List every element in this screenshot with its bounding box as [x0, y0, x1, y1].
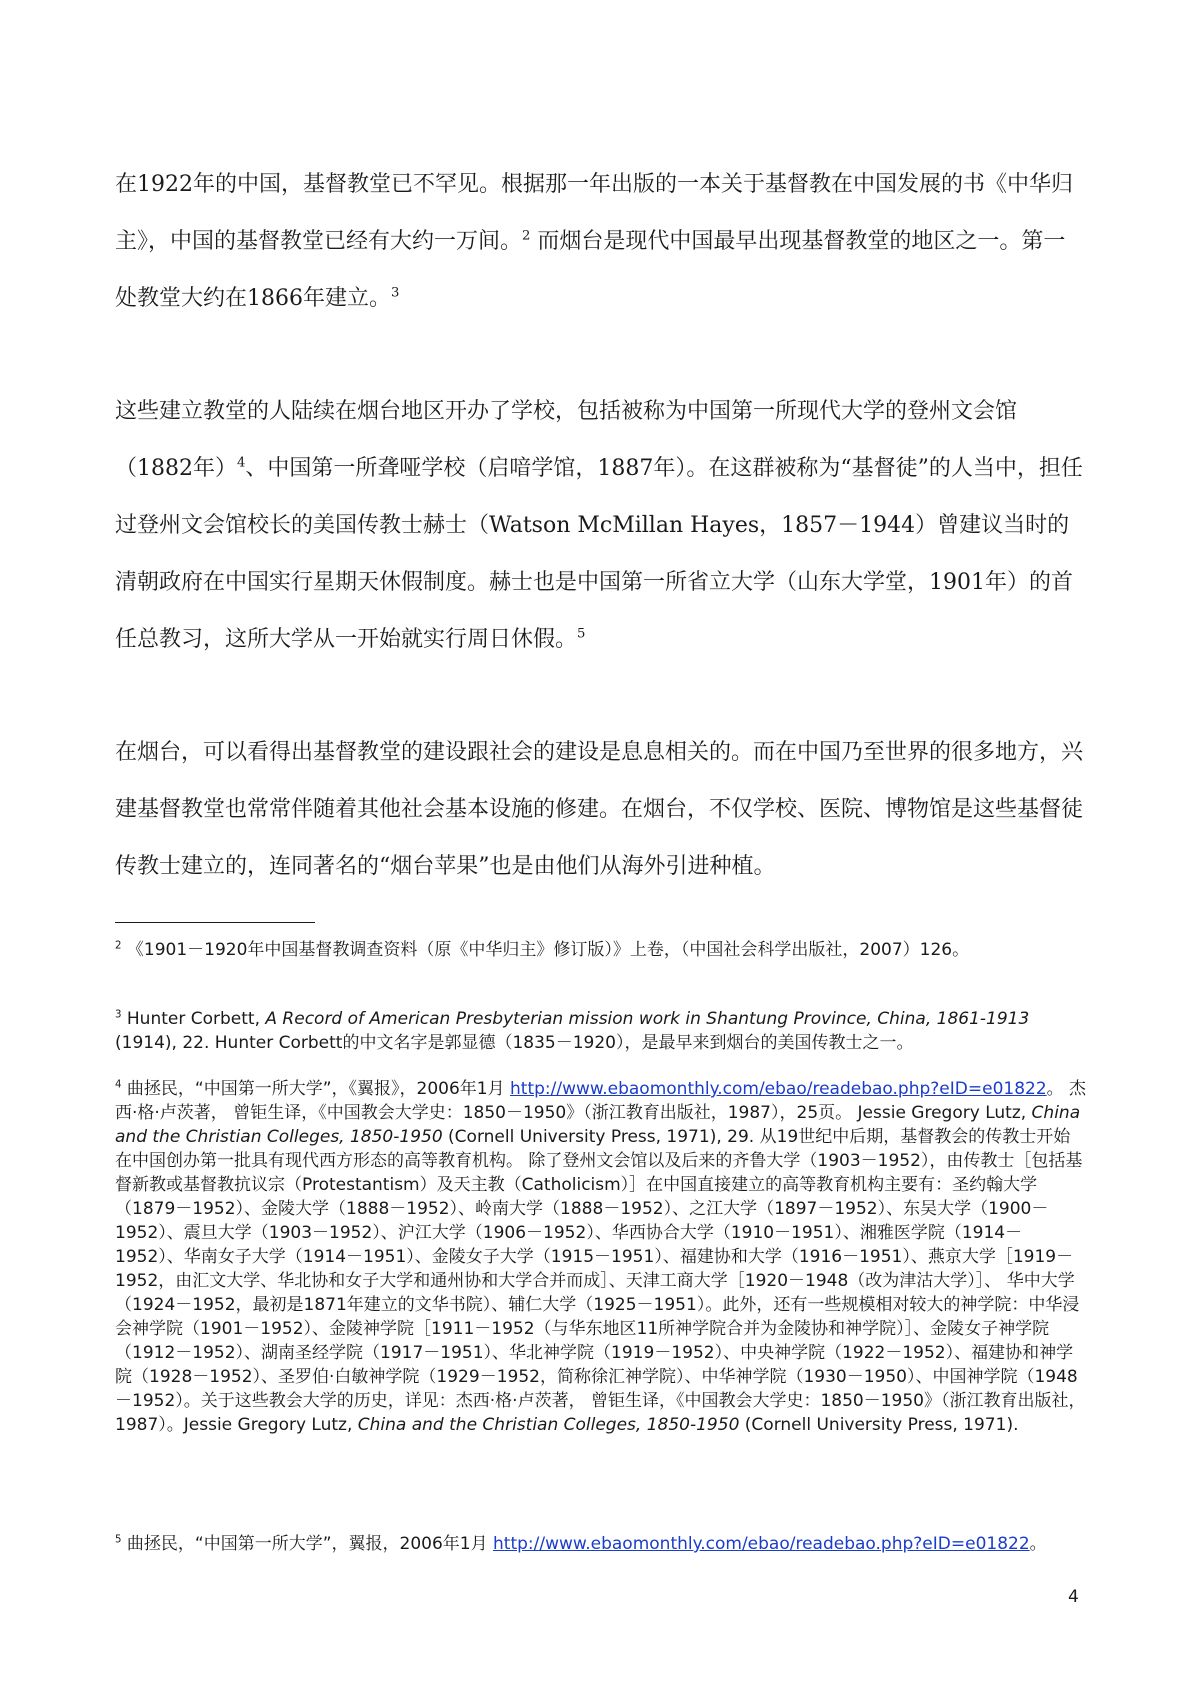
footnote-text: Hunter Corbett, [121, 1009, 266, 1029]
ebao-link[interactable]: http://www.ebaomonthly.com/ebao/readebao.php?eID=e01822 [493, 1534, 1030, 1554]
footnote-text: (Cornell University Press, 1971), 29. 从19世纪中后期，基督教会的传教士开始在中国创办第一批具有现代西方形态的高等教育机构。 除了登州文会馆以及后来的齐鲁大学（1903－1952），由传教士［包括基督新教或基督教抗议宗（Protestantism）及天主教（Catholicism）］在中国直接建立的高等教育机构主要有：圣约翰大学（1879－1952）、金陵大学（1888－1952）、岭南大学（1888－1952）、之江大学（1897－1952）、东吴大学（1900－1952）、震旦大学（1903－1952）、沪江大学（1906－1952）、华西协合大学（1910－1951）、湘雅医学院（1914－1952）、华南女子大学（1914－1951）、金陵女子大学（1915－1951）、福建协和大学（1916－1951）、燕京大学［1919－1952，由汇文大学、华北协和女子大学和通州协和大学合并而成］、天津工商大学［1920－1948（改为津沽大学）］、 华中大学（1924－1952，最初是1871年建立的文华书院）、辅仁大学（1925－1951）。此外，还有一些规模相对较大的神学院：中华浸会神学院（1901－1952）、金陵神学院［1911－1952（与华东地区11所神学院合并为金陵协和神学院）］、金陵女子神学院（1912－1952）、湖南圣经学院（1917－1951）、华北神学院（1919－1952）、中央神学院（1922－1952）、福建协和神学院（1928－1952）、圣罗伯·白敏神学院（1929－1952，简称徐汇神学院）、中华神学院（1930－1950）、中国神学院（1948－1952）。关于这些教会大学的历史，详见：杰西·格·卢茨著， 曾钜生译，《中国教会大学史：1850－1950》（浙江教育出版社，1987）。Jessie Gregory Lutz, [115, 1127, 1086, 1435]
ebao-link[interactable]: http://www.ebaomonthly.com/ebao/readebao.php?eID=e01822 [510, 1079, 1047, 1099]
footnote-number: 2 [115, 940, 122, 952]
paragraph-text: 这些建立教堂的人陆续在烟台地区开办了学校，包括被称为中国第一所现代大学的登州文会馆（1882年） [115, 399, 1018, 481]
footnote-text: (1914), 22. Hunter Corbett的中文名字是郭显德（1835－1920），是最早来到烟台的美国传教士之一。 [115, 1033, 914, 1053]
footnote-separator [115, 922, 315, 923]
book-title: China and the Christian Colleges, 1850-1950 [357, 1415, 740, 1435]
footnote-number: 3 [115, 1009, 122, 1021]
book-title: A Record of American Presbyterian mission work in Shantung Province, China, 1861-1913 [265, 1009, 1030, 1029]
footnote-2 [115, 938, 1087, 962]
paragraph-text: 在烟台，可以看得出基督教堂的建设跟社会的建设是息息相关的。而在中国乃至世界的很多地方，兴建基督教堂也常常伴随着其他社会基本设施的修建。在烟台，不仅学校、医院、博物馆是这些基督徒传教士建立的，连同著名的“烟台苹果”也是由他们从海外引进种植。 [115, 740, 1084, 879]
footnote-4 [115, 1077, 1087, 1437]
body-paragraph-2 [115, 383, 1085, 668]
footnote-text: 曲拯民，“中国第一所大学”，翼报，2006年1月 [121, 1534, 493, 1554]
paragraph-text: 而烟台是现代中国最早出现基督教堂的地区之一。第一处教堂大约在1866年建立。 [115, 229, 1066, 311]
paragraph-text: 、中国第一所聋哑学校（启喑学馆，1887年）。在这群被称为“基督徒”的人当中，担任过登州文会馆校长的美国传教士赫士（Watson McMillan Hayes，1857－1944）曾建议当时的清朝政府在中国实行星期天休假制度。赫士也是中国第一所省立大学（山东大学堂，1901年）的首任总教习，这所大学从一开始就实行周日休假。 [115, 456, 1083, 652]
book-title: China and the Christian Colleges, 1850-1950 [115, 1103, 1081, 1147]
footnote-text: 。 杰西·格·卢茨著， 曾钜生译，《中国教会大学史：1850－1950》（浙江教育出版社，1987），25页。 Jessie Gregory Lutz, [115, 1079, 1087, 1123]
footnote-5 [115, 1532, 1087, 1556]
page-number: 4 [1068, 1587, 1079, 1607]
footnote-ref-5[interactable]: 5 [577, 626, 586, 642]
footnote-3 [115, 1007, 1087, 1055]
paragraph-text: 在1922年的中国，基督教堂已不罕见。根据那一年出版的一本关于基督教在中国发展的书《中华归主》，中国的基督教堂已经有大约一万间。 [115, 172, 1073, 254]
footnote-text: 曲拯民，“中国第一所大学”，《翼报》，2006年1月 [121, 1079, 510, 1099]
footnote-ref-4[interactable]: 4 [237, 455, 246, 471]
footnote-text: 《1901－1920年中国基督教调查资料（原《中华归主》修订版）》上卷，（中国社会科学出版社，2007）126。 [121, 940, 970, 960]
body-paragraph-3 [115, 724, 1085, 895]
footnote-ref-3[interactable]: 3 [391, 285, 400, 301]
body-paragraph-1 [115, 156, 1085, 327]
footnote-number: 4 [115, 1079, 122, 1091]
footnote-number: 5 [115, 1534, 122, 1546]
footnote-ref-2[interactable]: 2 [522, 228, 531, 244]
footnote-text: (Cornell University Press, 1971). [739, 1415, 1019, 1435]
footnote-text: 。 [1029, 1534, 1047, 1554]
